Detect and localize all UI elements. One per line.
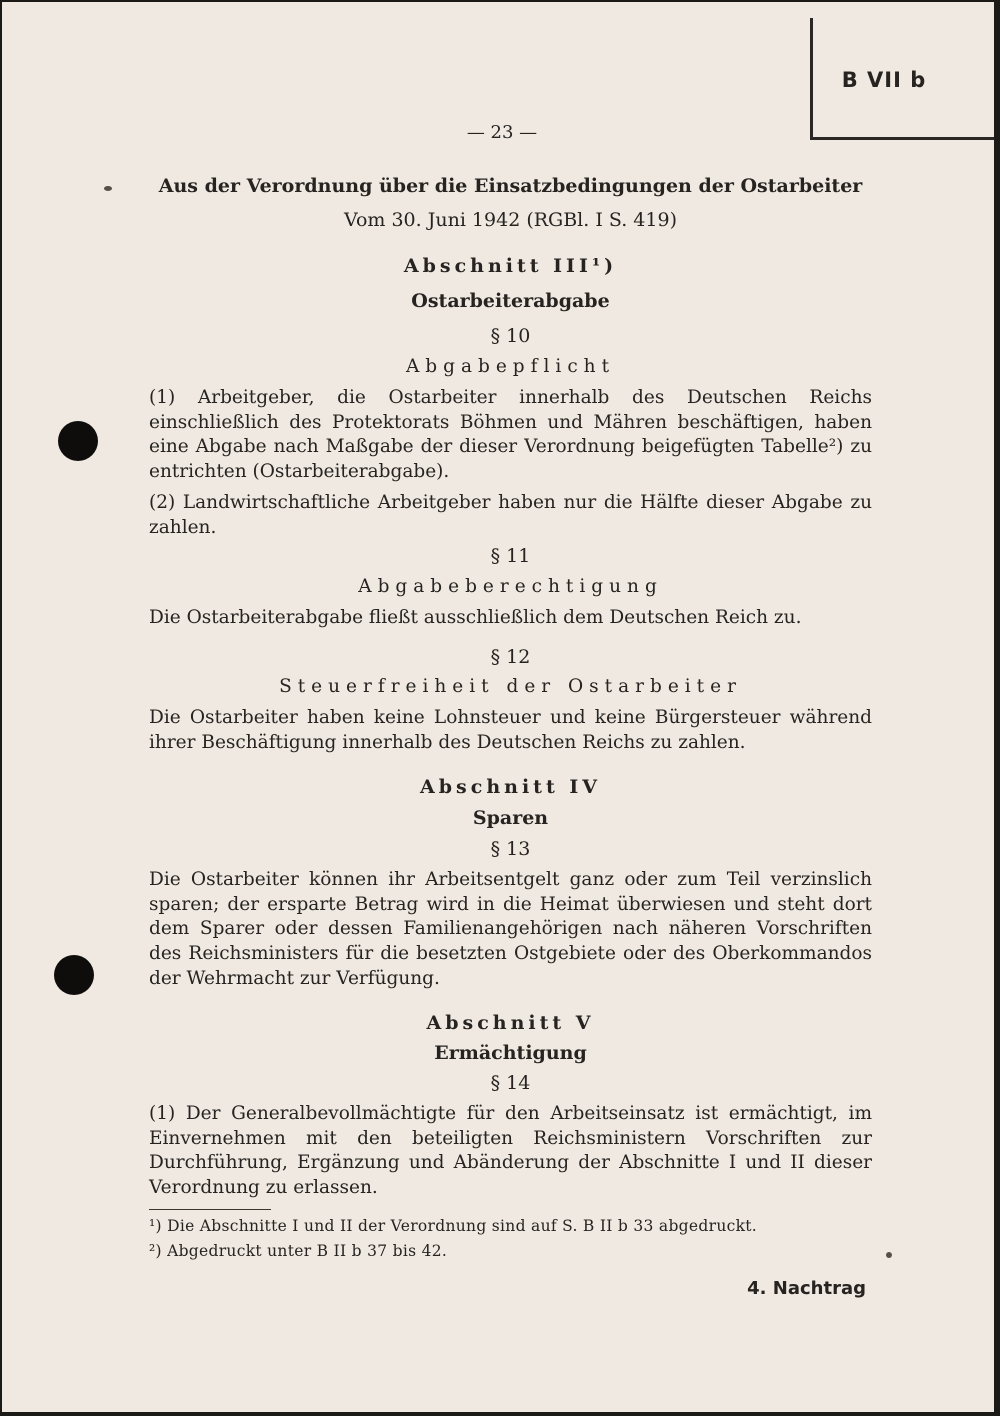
paragraph-11-heading: Abgabeberechtigung (358, 576, 663, 597)
section-4-title: Abschnitt IV (420, 776, 601, 798)
ink-speck (104, 186, 112, 191)
paragraph-12-heading: Steuerfreiheit der Ostarbeiter (279, 676, 742, 697)
paragraph-10-text-1: (1) Arbeitgeber, die Ostarbeiter innerhalb des Deutschen Reichs einschließlich des Protektorats Böhmen und Mähren beschäftigen, haben eine Abgabe nach Maßgabe der dieser Verordnung beigefügten Tabelle²) zu entrichten (Ostarbeiterabgabe). (149, 387, 872, 483)
ink-speck (886, 1252, 892, 1258)
document-date-line: Vom 30. Juni 1942 (RGBl. I S. 419) (344, 209, 677, 231)
paragraph-10-heading: Abgabepflicht (405, 356, 616, 377)
paragraph-11-sign: § 11 (490, 545, 531, 567)
document-page (2, 2, 994, 1412)
punch-hole-bottom (54, 955, 94, 995)
footnote-2: ²) Abgedruckt unter B II b 37 bis 42. (149, 1242, 448, 1260)
paragraph-13-sign: § 13 (490, 838, 531, 860)
paragraph-12-sign: § 12 (490, 646, 531, 668)
page-number: — 23 — (466, 122, 538, 143)
paragraph-14-sign: § 14 (490, 1072, 531, 1094)
paragraph-10-sign: § 10 (490, 325, 531, 347)
footnote-separator (149, 1209, 271, 1210)
paragraph-13-text: Die Ostarbeiter können ihr Arbeitsentgelt ganz oder zum Teil verzinslich sparen; der ersparte Betrag wird in die Heimat überwiesen und steht dort dem Sparer oder dessen Familienangehörigen nach näheren Vorschriften des Reichsministers für die besetzten Ostgebiete oder des Oberkommandos der Wehrmacht zur Verfügung. (149, 869, 872, 989)
classification-stamp: B VII b (841, 68, 927, 92)
paragraph-10-text-2: (2) Landwirtschaftliche Arbeitgeber haben nur die Hälfte dieser Abgabe zu zahlen. (149, 492, 872, 538)
document-title: Aus der Verordnung über die Einsatzbedingungen der Ostarbeiter (158, 175, 863, 197)
section-3-subtitle: Ostarbeiterabgabe (411, 290, 610, 312)
section-5-subtitle: Ermächtigung (434, 1042, 587, 1064)
section-4-subtitle: Sparen (472, 807, 549, 829)
paragraph-12-text: Die Ostarbeiter haben keine Lohnsteuer und keine Bürgersteuer während ihrer Beschäftigung innerhalb des Deutschen Reichs zu zahlen. (149, 707, 872, 753)
paragraph-11-text: Die Ostarbeiterabgabe fließt ausschließlich dem Deutschen Reich zu. (149, 607, 802, 628)
section-5-title: Abschnitt V (426, 1012, 595, 1034)
footnote-1: ¹) Die Abschnitte I und II der Verordnung sind auf S. B II b 33 abgedruckt. (149, 1217, 758, 1235)
paragraph-14-text: (1) Der Generalbevollmächtigte für den Arbeitseinsatz ist ermächtigt, im Einvernehmen mit den beteiligten Reichsministern Vorschriften zur Durchführung, Ergänzung und Abänderung der Abschnitte I und II dieser Verordnung zu erlassen. (149, 1103, 872, 1199)
section-3-title: Abschnitt III¹) (403, 255, 618, 277)
punch-hole-top (58, 421, 98, 461)
supplement-label: 4. Nachtrag (747, 1278, 866, 1299)
